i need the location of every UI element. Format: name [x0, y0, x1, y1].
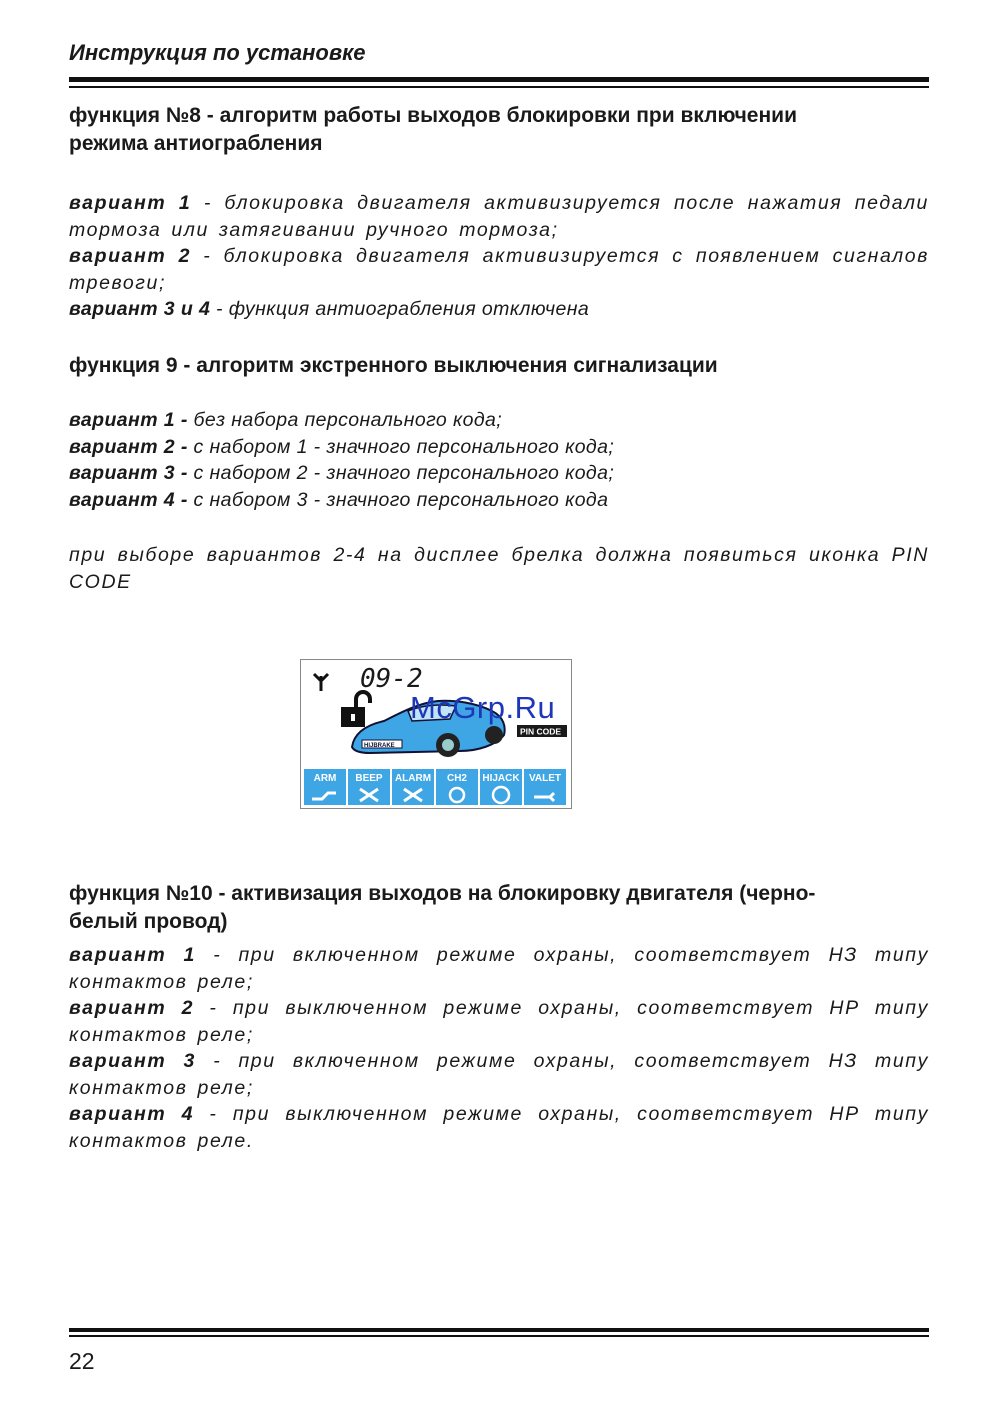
variant-paragraph: вариант 3 - при включенном режиме охраны, соответствует НЗ типу контактов реле; — [69, 1050, 929, 1099]
section-10-variants — [69, 942, 929, 1154]
beep-tile — [348, 769, 390, 805]
section-10-heading: функция №10 - активизация выходов на блокировку двигателя (черно- белый провод) — [69, 882, 816, 933]
page-header-title: Инструкция по установке — [69, 40, 366, 65]
header-rule-thin — [69, 86, 929, 88]
variant-paragraph: вариант 1 - при включенном режиме охраны, соответствует НЗ типу контактов реле; — [69, 944, 929, 993]
svg-text:CH2: CH2 — [446, 773, 468, 784]
variant-paragraph: вариант 2 - блокировка двигателя активизируется с появлением сигналов тревоги; — [69, 245, 929, 294]
header-rule-thick — [69, 77, 929, 82]
section-9-variants — [69, 407, 929, 513]
valet-tile — [524, 769, 566, 805]
lcd-digits: 09-2 — [360, 664, 423, 694]
section-9-heading: функция 9 - алгоритм экстренного выключения сигнализации — [69, 354, 718, 377]
svg-text:ARM: ARM — [313, 773, 337, 784]
section-8-variants — [69, 190, 929, 323]
alarm-tile — [392, 769, 434, 805]
car-label: HIJBRAKE — [364, 743, 395, 749]
svg-text:HIJACK: HIJACK — [482, 773, 520, 784]
arm-tile — [304, 769, 346, 805]
hijack-tile — [480, 769, 522, 805]
variant-paragraph: вариант 4 - при выключенном режиме охраны, соответствует НР типу контактов реле. — [69, 1103, 929, 1152]
ch2-tile — [436, 769, 478, 805]
watermark: McGrp.Ru — [410, 690, 556, 725]
svg-text:VALET: VALET — [528, 773, 562, 784]
variant-paragraph: вариант 1 - блокировка двигателя активизируется после нажатия педали тормоза или затягивании ручного тормоза; — [69, 192, 929, 241]
svg-text:BEEP: BEEP — [355, 773, 383, 784]
variant-line: вариант 2 - с набором 1 - значного персонального кода; — [69, 435, 615, 458]
variant-line: вариант 4 - с набором 3 - значного персонального кода — [69, 488, 609, 511]
pin-code-label: PIN CODE — [520, 726, 562, 737]
page-number: 22 — [69, 1348, 95, 1374]
remote-lcd-display — [300, 659, 572, 809]
section-9-note: при выборе вариантов 2-4 на дисплее брелка должна появиться иконка PIN CODE — [69, 544, 929, 593]
variant-line: вариант 3 - с набором 2 - значного персонального кода; — [69, 462, 615, 484]
footer-rule-thin — [69, 1335, 929, 1337]
variant-line: вариант 1 - без набора персонального кода; — [69, 409, 503, 431]
svg-text:ALARM: ALARM — [394, 773, 432, 784]
variant-paragraph: вариант 2 - при выключенном режиме охраны, соответствует НР типу контактов реле; — [69, 997, 929, 1046]
variant-paragraph: вариант 3 и 4 - функция антиограбления отключена — [69, 298, 590, 320]
section-8-heading: функция №8 - алгоритм работы выходов блокировки при включении режима антиограбления — [69, 104, 797, 155]
footer-rule-thick — [69, 1328, 929, 1332]
